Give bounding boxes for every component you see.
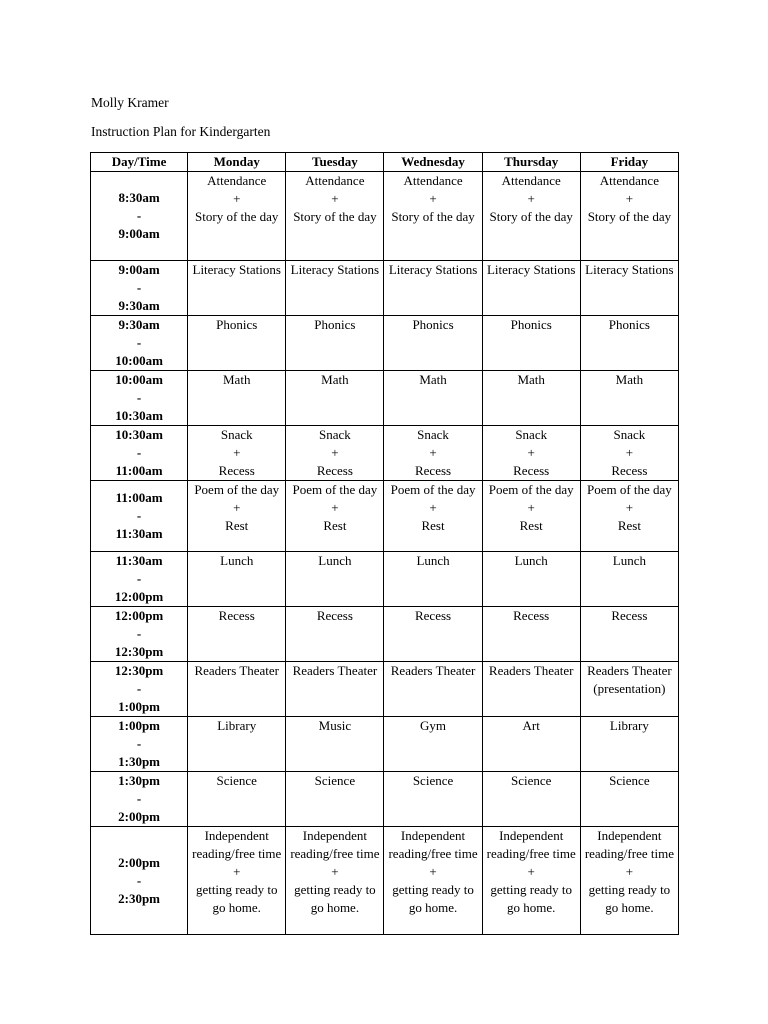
header-row bbox=[91, 153, 679, 172]
activity-cell: Literacy Stations bbox=[188, 261, 286, 316]
activity-cell: Math bbox=[188, 371, 286, 426]
author-name: Molly Kramer bbox=[91, 95, 169, 110]
column-header-wednesday: Wednesday bbox=[384, 153, 482, 172]
document-title: Instruction Plan for Kindergarten bbox=[91, 124, 271, 139]
activity-cell: Independent reading/free time + getting ready to go home. bbox=[580, 827, 678, 935]
schedule-body bbox=[91, 172, 679, 935]
activity-cell: Snack + Recess bbox=[580, 426, 678, 481]
time-sep: - bbox=[136, 791, 142, 806]
time-sep: - bbox=[136, 736, 142, 751]
activity-cell: Snack + Recess bbox=[384, 426, 482, 481]
time-start: 10:30am bbox=[115, 427, 163, 442]
activity-cell: Library bbox=[580, 717, 678, 772]
time-start: 8:30am bbox=[118, 190, 160, 205]
time-end: 2:30pm bbox=[118, 890, 161, 906]
activity-cell: Snack + Recess bbox=[188, 426, 286, 481]
time-slot-cell bbox=[91, 662, 188, 717]
time-start: 9:30am bbox=[118, 317, 160, 332]
time-slot-cell bbox=[91, 717, 188, 772]
time-slot-cell bbox=[91, 426, 188, 481]
activity-cell: Poem of the day + Rest bbox=[384, 481, 482, 552]
activity-cell: Art bbox=[482, 717, 580, 772]
activity-cell: Attendance + Story of the day bbox=[580, 172, 678, 261]
time-sep: - bbox=[136, 208, 142, 223]
table-row bbox=[91, 662, 679, 717]
column-header-tuesday: Tuesday bbox=[286, 153, 384, 172]
activity-cell: Gym bbox=[384, 717, 482, 772]
time-start: 10:00am bbox=[115, 372, 163, 387]
time-sep: - bbox=[136, 508, 142, 523]
table-row bbox=[91, 827, 679, 935]
activity-cell: Lunch bbox=[482, 552, 580, 607]
time-sep: - bbox=[136, 390, 142, 405]
activity-cell: Recess bbox=[384, 607, 482, 662]
activity-cell: Poem of the day + Rest bbox=[482, 481, 580, 552]
time-start: 1:00pm bbox=[118, 718, 161, 733]
time-start: 11:00am bbox=[115, 490, 163, 505]
time-end: 10:00am bbox=[115, 353, 163, 368]
activity-cell: Independent reading/free time + getting ready to go home. bbox=[482, 827, 580, 935]
time-end: 1:30pm bbox=[118, 754, 161, 769]
table-row bbox=[91, 371, 679, 426]
activity-cell: Readers Theater bbox=[286, 662, 384, 717]
time-sep: - bbox=[136, 681, 142, 696]
table-row bbox=[91, 481, 679, 552]
time-sep: - bbox=[136, 280, 142, 295]
activity-cell: Science bbox=[384, 772, 482, 827]
activity-cell: Recess bbox=[188, 607, 286, 662]
activity-cell: Recess bbox=[286, 607, 384, 662]
time-end: 11:30am bbox=[115, 526, 163, 541]
time-start: 12:30pm bbox=[114, 663, 164, 678]
time-end: 9:00am bbox=[118, 226, 160, 241]
time-start: 12:00pm bbox=[114, 608, 164, 623]
activity-cell: Readers Theater bbox=[188, 662, 286, 717]
activity-cell: Phonics bbox=[580, 316, 678, 371]
activity-cell: Recess bbox=[482, 607, 580, 662]
activity-cell: Independent reading/free time + getting ready to go home. bbox=[188, 827, 286, 935]
table-row bbox=[91, 426, 679, 481]
activity-cell: Readers Theater bbox=[482, 662, 580, 717]
activity-cell: Independent reading/free time + getting ready to go home. bbox=[384, 827, 482, 935]
activity-cell: Science bbox=[188, 772, 286, 827]
activity-cell: Poem of the day + Rest bbox=[580, 481, 678, 552]
time-slot-cell bbox=[91, 172, 188, 261]
activity-cell: Science bbox=[286, 772, 384, 827]
activity-cell: Science bbox=[580, 772, 678, 827]
activity-cell: Lunch bbox=[384, 552, 482, 607]
activity-cell: Attendance + Story of the day bbox=[188, 172, 286, 261]
activity-cell: Literacy Stations bbox=[286, 261, 384, 316]
activity-cell: Attendance + Story of the day bbox=[384, 172, 482, 261]
time-slot-cell bbox=[91, 316, 188, 371]
table-row bbox=[91, 316, 679, 371]
time-slot-cell bbox=[91, 261, 188, 316]
table-row bbox=[91, 261, 679, 316]
table-row bbox=[91, 552, 679, 607]
time-start: 2:00pm bbox=[118, 854, 161, 870]
time-start: 1:30pm bbox=[118, 773, 161, 788]
activity-cell: Math bbox=[286, 371, 384, 426]
activity-cell: Literacy Stations bbox=[482, 261, 580, 316]
table-row bbox=[91, 172, 679, 261]
time-end: 2:00pm bbox=[118, 809, 161, 824]
activity-cell: Science bbox=[482, 772, 580, 827]
activity-cell: Literacy Stations bbox=[580, 261, 678, 316]
time-sep: - bbox=[136, 872, 142, 888]
activity-cell: Library bbox=[188, 717, 286, 772]
activity-cell: Lunch bbox=[580, 552, 678, 607]
time-sep: - bbox=[136, 571, 142, 586]
activity-cell: Literacy Stations bbox=[384, 261, 482, 316]
time-start: 11:30am bbox=[115, 553, 163, 568]
activity-cell: Snack + Recess bbox=[286, 426, 384, 481]
time-sep: - bbox=[136, 445, 142, 460]
time-slot-cell bbox=[91, 772, 188, 827]
activity-cell: Phonics bbox=[286, 316, 384, 371]
column-header-friday: Friday bbox=[580, 153, 678, 172]
activity-cell: Phonics bbox=[384, 316, 482, 371]
activity-cell: Math bbox=[580, 371, 678, 426]
activity-cell: Readers Theater (presentation) bbox=[580, 662, 678, 717]
activity-cell: Phonics bbox=[482, 316, 580, 371]
column-header-day-time: Day/Time bbox=[91, 153, 188, 172]
time-end: 12:00pm bbox=[114, 589, 164, 604]
activity-cell: Lunch bbox=[286, 552, 384, 607]
time-sep: - bbox=[136, 626, 142, 641]
column-header-monday: Monday bbox=[188, 153, 286, 172]
activity-cell: Math bbox=[482, 371, 580, 426]
column-header-thursday: Thursday bbox=[482, 153, 580, 172]
table-row bbox=[91, 772, 679, 827]
time-slot-cell bbox=[91, 607, 188, 662]
activity-cell: Math bbox=[384, 371, 482, 426]
time-start: 9:00am bbox=[118, 262, 160, 277]
time-slot-cell bbox=[91, 371, 188, 426]
schedule-table bbox=[90, 152, 679, 935]
time-sep: - bbox=[136, 335, 142, 350]
activity-cell: Attendance + Story of the day bbox=[286, 172, 384, 261]
table-row bbox=[91, 717, 679, 772]
activity-cell: Recess bbox=[580, 607, 678, 662]
activity-cell: Readers Theater bbox=[384, 662, 482, 717]
time-end: 12:30pm bbox=[114, 644, 164, 659]
time-end: 11:00am bbox=[115, 463, 163, 478]
activity-cell: Poem of the day + Rest bbox=[286, 481, 384, 552]
time-end: 1:00pm bbox=[118, 699, 161, 714]
time-slot-cell bbox=[91, 552, 188, 607]
time-slot-cell bbox=[91, 481, 188, 552]
table-row bbox=[91, 607, 679, 662]
activity-cell: Snack + Recess bbox=[482, 426, 580, 481]
time-end: 10:30am bbox=[115, 408, 163, 423]
activity-cell: Independent reading/free time + getting ready to go home. bbox=[286, 827, 384, 935]
activity-cell: Attendance + Story of the day bbox=[482, 172, 580, 261]
time-slot-cell bbox=[91, 827, 188, 935]
activity-cell: Lunch bbox=[188, 552, 286, 607]
activity-cell: Phonics bbox=[188, 316, 286, 371]
activity-cell: Music bbox=[286, 717, 384, 772]
time-end: 9:30am bbox=[118, 298, 160, 313]
activity-cell: Poem of the day + Rest bbox=[188, 481, 286, 552]
